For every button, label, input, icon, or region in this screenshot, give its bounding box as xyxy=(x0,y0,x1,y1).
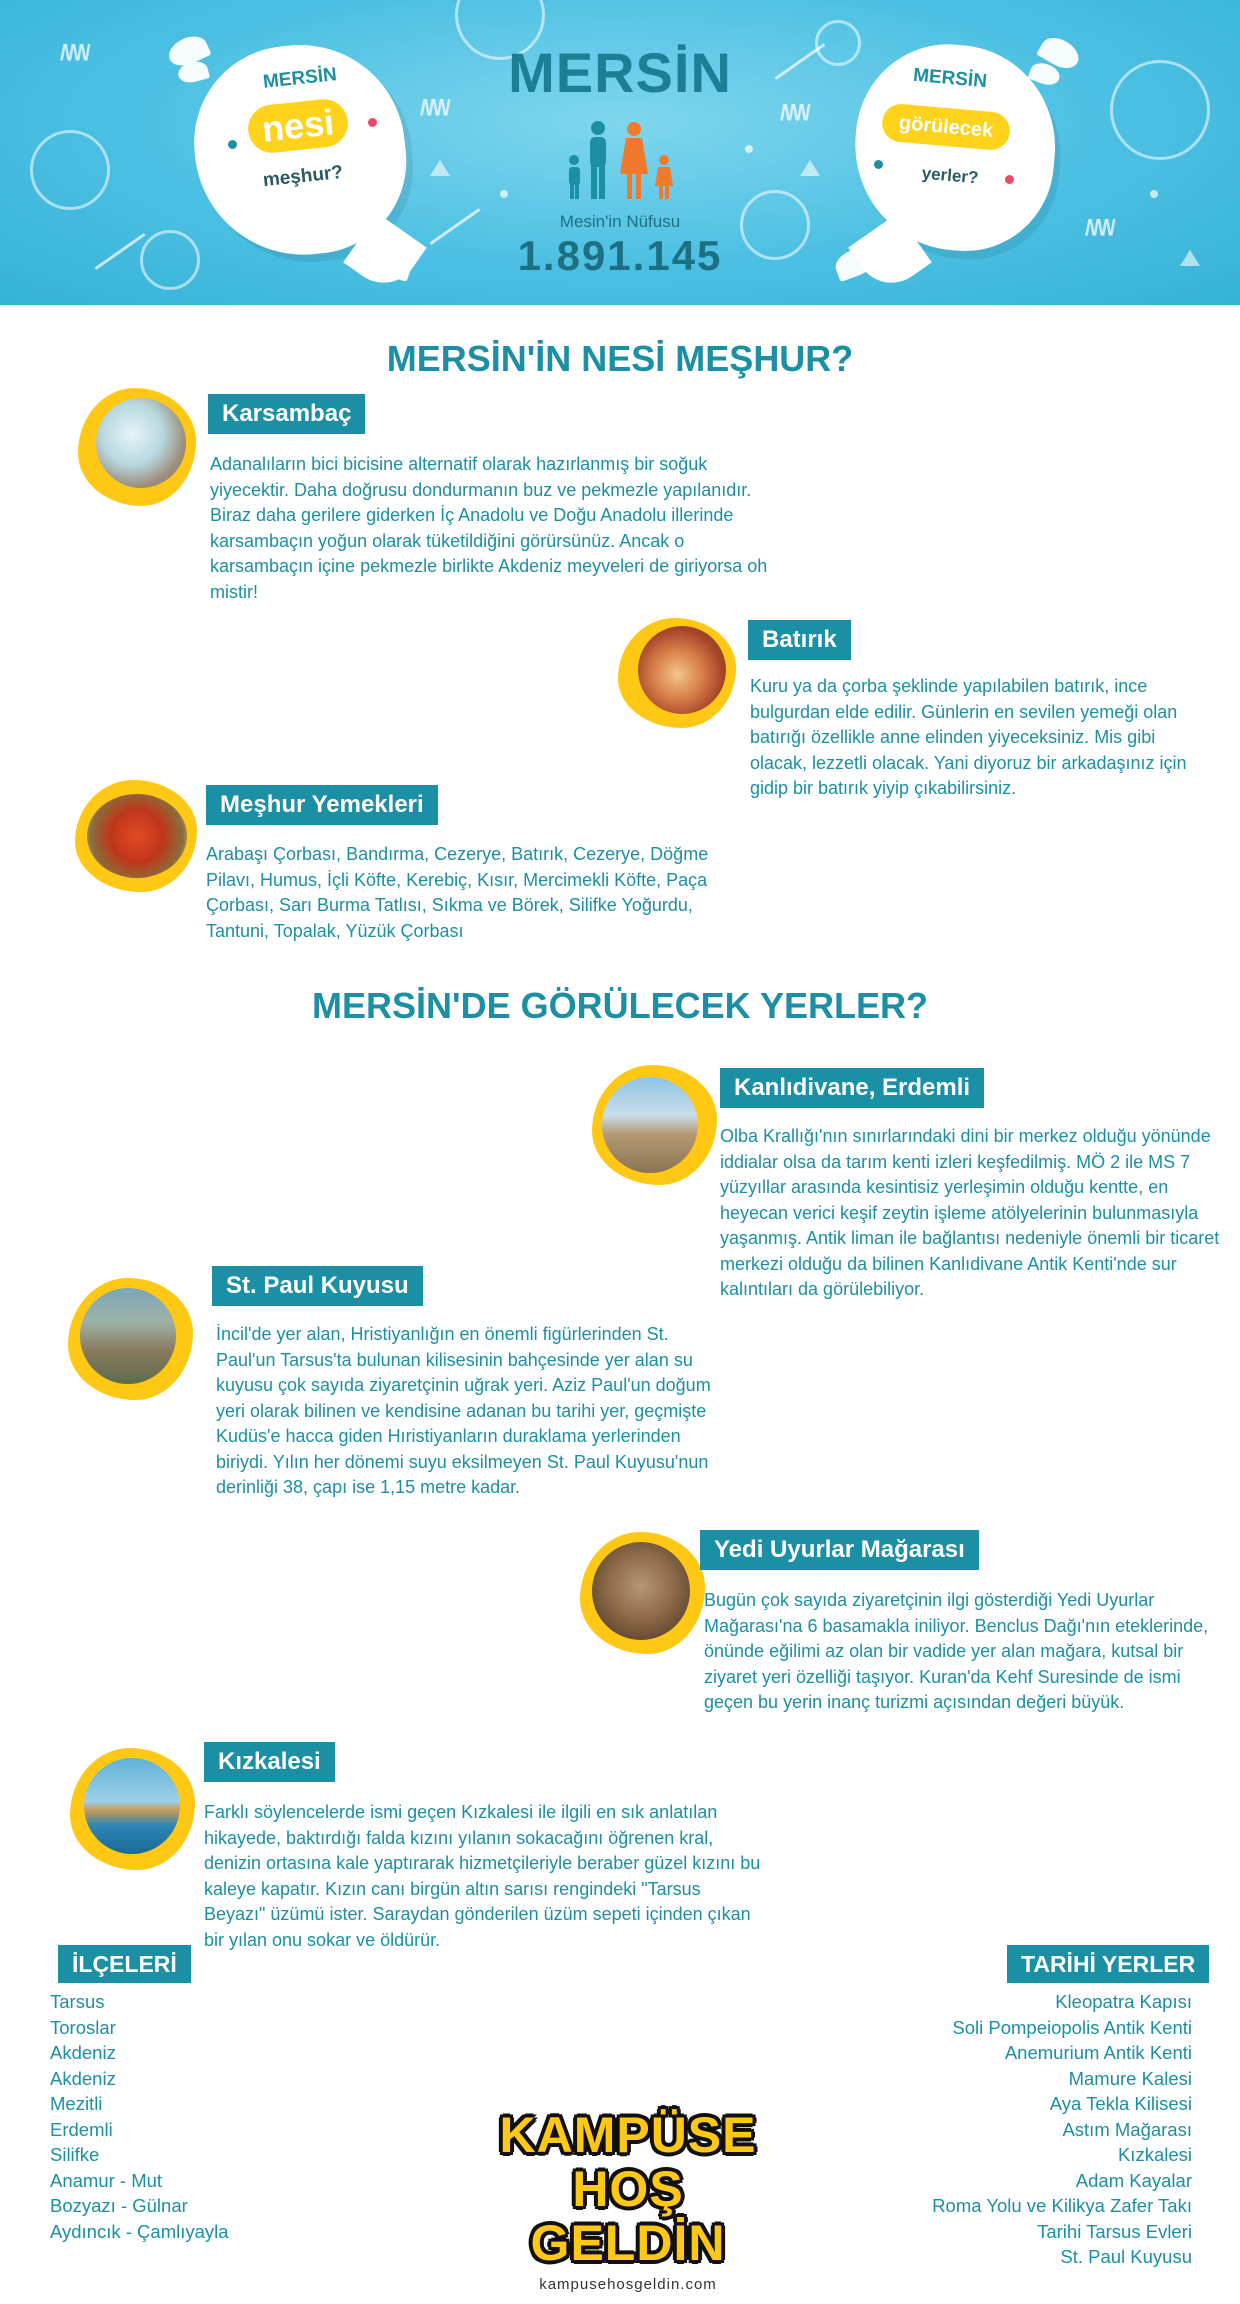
batirik-image xyxy=(618,618,736,728)
decor-circle xyxy=(30,130,110,210)
list-item: Mamure Kalesi xyxy=(1068,2067,1192,2089)
list-item: Soli Pompeiopolis Antik Kenti xyxy=(952,2016,1192,2038)
decor-zigzag: /\/\/\/ xyxy=(1085,215,1114,240)
bubble-right-top: MERSİN xyxy=(912,64,988,93)
historic-list xyxy=(830,1989,1192,2270)
karsambac-image xyxy=(78,388,196,506)
yedi-uyurlar-image xyxy=(580,1532,705,1654)
list-item: Akdeniz xyxy=(50,2067,116,2089)
list-item: Bozyazı - Gülnar xyxy=(50,2195,188,2216)
batirik-text: Kuru ya da çorba şeklinde yapılabilen batırık, ince bulgurdan elde edilir. Günlerin en sevilen yemeği olan batırığı özellikle anne elinden yiyeceksiniz. Mis gibi olacak, lezzetli olacak. Yani diyoruz bir arkadaşınız için gidip bir batırık yiyip çıkabilirsiniz. xyxy=(750,676,1187,798)
list-item: Roma Yolu ve Kilikya Zafer Takı xyxy=(932,2195,1192,2216)
meshur-yemekleri-text: Arabaşı Çorbası, Bandırma, Cezerye, Batırık, Cezerye, Döğme Pilavı, Humus, İçli Köfte, Kerebiç, Kısır, Mercimekli Köfte, Paça Çorbası, Sarı Burma Tatlısı, Sıkma ve Börek, Silifke Yoğurdu, Tantuni, Topalak, Yüzük Çorbası xyxy=(206,844,709,941)
decor-triangle xyxy=(800,160,820,176)
list-item: Mezitli xyxy=(50,2093,103,2114)
list-item: Astım Mağarası xyxy=(1062,2118,1192,2140)
decor-dot xyxy=(500,190,508,198)
kizkalesi-text: Farklı söylencelerde ismi geçen Kızkalesi ile ilgili en sık anlatılan hikayede, baktırdığı falda kızını yılanın sokacağını öğrenen kral, denizin ortasına kale yaptırarak hizmetçileriyle beraber güzel kızını bu kaleye kapatır. Kızın canı birgün altın sarısı rengindeki "Tarsus Beyazı" üzümü ister. Saraydan gönderilen üzüm sepeti içinden çıkan bir yılan onu sokar ve öldürür. xyxy=(204,1802,761,1950)
decor-zigzag: /\/\/\/ xyxy=(780,100,809,125)
decor-dot xyxy=(874,160,883,169)
decor-dot xyxy=(228,140,237,149)
bubble-left-top: MERSİN xyxy=(262,64,338,93)
decor-circle xyxy=(140,230,200,290)
decor-line xyxy=(775,43,826,80)
batirik-label: Batırık xyxy=(748,620,851,660)
decor-zigzag: /\/\/\/ xyxy=(420,95,449,120)
list-item: Anemurium Antik Kenti xyxy=(1004,2042,1192,2063)
list-item: Erdemli xyxy=(50,2118,113,2140)
famous-section-title: MERSİN'İN NESİ MEŞHUR? xyxy=(386,338,854,379)
family-icon xyxy=(560,118,680,203)
karsambac-label: Karsambaç xyxy=(208,394,365,434)
bubble-left-bottom: meşhur? xyxy=(261,161,344,192)
header-banner xyxy=(0,0,1240,305)
decor-triangle xyxy=(430,160,450,176)
places-section-title: MERSİN'DE GÖRÜLECEK YERLER? xyxy=(312,985,928,1026)
logo-line-1: KAMPÜSE xyxy=(499,2107,757,2163)
population-label: Mesin'in Nüfusu xyxy=(559,212,681,231)
brand-logo xyxy=(488,2107,768,2293)
decor-line xyxy=(95,233,146,270)
decor-dot xyxy=(1150,190,1158,198)
kizkalesi-label: Kızkalesi xyxy=(204,1742,335,1782)
list-item: Aya Tekla Kilisesi xyxy=(1049,2093,1192,2114)
bubble-left-middle: nesi xyxy=(246,97,350,155)
list-item: Akdeniz xyxy=(50,2042,116,2063)
list-item: Aydıncık - Çamlıyayla xyxy=(50,2220,229,2242)
yedi-uyurlar-text: Bugün çok sayıda ziyaretçinin ilgi gösterdiği Yedi Uyurlar Mağarası'na 6 basamakla iniliyor. Benclus Dağı'nın eteklerinde, önünde eğilimi az olan bir vadide yer alan mağara, kutsal bir ziyaret yeri özelliği taşıyor. Kuran'da Kehf Suresinde de ismi geçen bu yerin inanç turizmi açısından değeri büyük. xyxy=(704,1590,1209,1712)
kanlidivane-image xyxy=(592,1065,717,1185)
kizkalesi-image xyxy=(70,1748,195,1870)
decor-triangle xyxy=(1180,250,1200,266)
list-item: Kızkalesi xyxy=(1117,2144,1192,2165)
meshur-yemekleri-label: Meşhur Yemekleri xyxy=(206,785,438,825)
header-title: MERSİN xyxy=(508,41,732,104)
list-item: Silifke xyxy=(50,2144,100,2165)
districts-heading: İLÇELERİ xyxy=(58,1945,191,1983)
population-value: 1.891.145 xyxy=(517,232,723,279)
st-paul-kuyusu-text: İncil'de yer alan, Hristiyanlığın en önemli figürlerinden St. Paul'un Tarsus'ta bulunan kilisesinin bahçesinde yer alan su kuyusu çok sayıda ziyaretçinin uğrak yeri. Aziz Paul'un doğum yeri olarak bilinen ve kendisine adanan bu tarihi yer, geçmişte Kudüs'e hacca giden Hıristiyanların duraklama yerlerinden biriydi. Yılın her dönemi suyu eksilmeyen St. Paul Kuyusu'nun derinliği 38, çapı ise 1,15 metre kadar. xyxy=(216,1324,711,1497)
list-item: St. Paul Kuyusu xyxy=(1060,2246,1192,2267)
decor-dot xyxy=(368,118,377,127)
decor-zigzag: /\/\/\/ xyxy=(60,40,89,65)
st-paul-kuyusu-image xyxy=(68,1278,193,1400)
st-paul-kuyusu-label: St. Paul Kuyusu xyxy=(212,1266,423,1306)
list-item: Tarsus xyxy=(50,1991,105,2012)
karsambac-text: Adanalıların bici bicisine alternatif olarak hazırlanmış bir soğuk yiyecektir. Daha doğrusu dondurmanın buz ve pekmezle yapılanıdır. Biraz daha gerilere giderken İç Anadolu ve Doğu Anadolu illerinde karsambaçın yoğun olarak tüketildiğini görürsünüz. Ancak o karsambaçın içine pekmezle birlikte Akdeniz meyveleri de giriyorsa oh mistir! xyxy=(210,454,768,602)
decor-circle xyxy=(1110,60,1210,160)
districts-list xyxy=(50,1989,350,2244)
bubble-right-bottom: yerler? xyxy=(920,163,980,188)
list-item: Adam Kayalar xyxy=(1075,2169,1192,2191)
kanlidivane-label: Kanlıdivane, Erdemli xyxy=(720,1068,984,1108)
list-item: Kleopatra Kapısı xyxy=(1055,1991,1192,2012)
decor-dot xyxy=(745,145,753,153)
decor-dot xyxy=(1005,175,1014,184)
yedi-uyurlar-label: Yedi Uyurlar Mağarası xyxy=(700,1530,979,1570)
logo-line-2: HOŞ GELDİN xyxy=(530,2161,726,2271)
meshur-yemekleri-image xyxy=(75,780,197,892)
list-item: Toroslar xyxy=(50,2016,116,2038)
historic-heading: TARİHİ YERLER xyxy=(1007,1945,1209,1983)
list-item: Anamur - Mut xyxy=(50,2169,163,2191)
list-item: Tarihi Tarsus Evleri xyxy=(1037,2220,1192,2242)
logo-url: kampusehosgeldin.com xyxy=(539,2276,717,2293)
kanlidivane-text: Olba Krallığı'nın sınırlarındaki dini bir merkez olduğu yönünde iddialar olsa da tarım kenti izleri keşfedilmiş. MÖ 2 ile MS 7 yüzyıllar arasında kesintisiz yerleşimin olduğu kentte, en heyecan verici keşif zeytin işleme atölyelerinin bulunmasıyla yaşanmış. Antik liman ile bağlantısı nedeniyle önemli bir ticaret merkezi olduğu da bilinen Kanlıdivane Antik Kenti'nde sur kalıntıları da görülebiliyor. xyxy=(720,1126,1220,1299)
bubble-right-middle: görülecek xyxy=(881,102,1012,151)
